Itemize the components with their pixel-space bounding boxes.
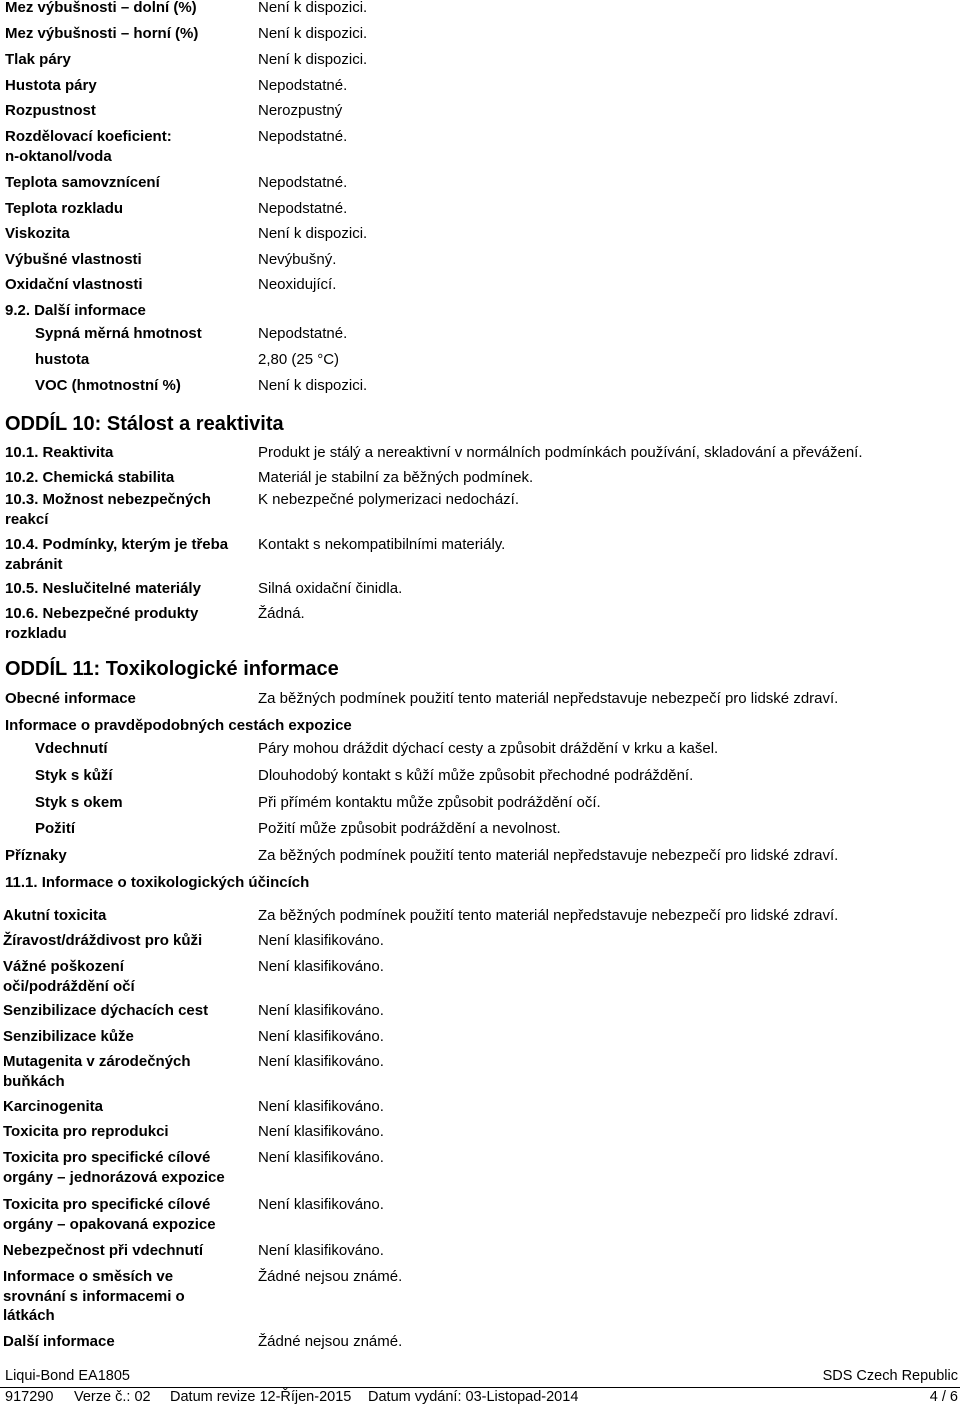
property-label (5, 50, 71, 70)
property-label (35, 376, 181, 396)
toxicity-label-line: orgány – opakovaná expozice (3, 1215, 216, 1233)
toxicity-value: Žádné nejsou známé. (258, 1333, 403, 1350)
section-11-heading: ODDÍL 11: Toxikologické informace (5, 658, 339, 680)
toxicity-value: Za běžných podmínek použití tento materiál nepředstavuje nebezpečí pro lidské zdraví. (258, 907, 839, 924)
property-label-line: VOC (hmotnostní %) (35, 377, 181, 394)
toxicity-label-line: Akutní toxicita (3, 907, 107, 924)
toxicity-label (3, 1148, 225, 1187)
exposure-value: Požití může způsobit podráždění a nevolnost. (258, 820, 561, 837)
exposure-value: Při přímém kontaktu může způsobit podráždění očí. (258, 794, 601, 811)
property-label (5, 275, 143, 295)
toxicity-value: Není klasifikováno. (258, 932, 384, 949)
section-10-heading: ODDÍL 10: Stálost a reaktivita (5, 413, 284, 435)
property-value: Nepodstatné. (258, 325, 348, 342)
toxicity-label (3, 1001, 208, 1021)
property-label (5, 173, 160, 193)
toxicity-label-line: Toxicita pro specifické cílové (3, 1196, 211, 1213)
toxicity-label (3, 1052, 191, 1091)
footer-version: Verze č.: 02 (74, 1389, 151, 1405)
toxicology-subtitle: 11.1. Informace o toxikologických účincích (5, 874, 310, 891)
property-label (5, 101, 96, 121)
footer-product: Liqui-Bond EA1805 (5, 1368, 130, 1384)
toxicity-label-line: Vážné poškození (3, 958, 124, 975)
property-value: Není k dispozici. (258, 225, 368, 242)
exposure-label (35, 793, 123, 813)
property-value: Nevýbušný. (258, 251, 337, 268)
toxicity-label (3, 1241, 203, 1261)
section-10-label-line: 10.5. Neslučitelné materiály (5, 580, 201, 597)
general-info-label: Obecné informace (5, 690, 136, 707)
toxicity-label (3, 1122, 169, 1142)
exposure-value: Dlouhodobý kontakt s kůží může způsobit přechodné podráždění. (258, 767, 694, 784)
section-10-label (5, 490, 211, 529)
toxicity-label-line: Informace o směsích ve (3, 1268, 174, 1285)
toxicity-label (3, 1027, 134, 1047)
section-10-label-line: 10.2. Chemická stabilita (5, 469, 175, 486)
toxicity-label-line: buňkách (3, 1072, 65, 1090)
toxicity-label-line: látkách (3, 1307, 55, 1324)
property-value: Nepodstatné. (258, 128, 348, 145)
toxicity-value: Není klasifikováno. (258, 1098, 384, 1115)
section-10-value: Materiál je stabilní za běžných podmínek. (258, 469, 534, 486)
property-label-line: Teplota rozkladu (5, 200, 124, 217)
property-label (5, 199, 123, 219)
subsection-title: 9.2. Další informace (5, 302, 146, 319)
toxicity-value: Není klasifikováno. (258, 1123, 384, 1140)
toxicity-label (3, 1267, 185, 1326)
footer-revision: Datum revize 12-Říjen-2015 (170, 1389, 352, 1405)
toxicity-value: Není klasifikováno. (258, 1149, 384, 1166)
exposure-label-line: Vdechnutí (35, 740, 108, 757)
property-label (5, 0, 197, 18)
property-label-line: Mez výbušnosti – dolní (%) (5, 0, 197, 16)
section-10-label (5, 604, 198, 643)
property-label-line: hustota (35, 351, 90, 368)
property-value: Neoxidující. (258, 276, 337, 293)
section-10-label-line: 10.4. Podmínky, kterým je třeba (5, 536, 229, 553)
toxicity-value: Není klasifikováno. (258, 1028, 384, 1045)
symptoms-label: Příznaky (5, 847, 67, 864)
property-label-line: n-oktanol/voda (5, 147, 112, 165)
property-label (5, 127, 172, 166)
section-10-label-line: zabránit (5, 555, 63, 573)
exposure-label-line: Styk s okem (35, 794, 123, 811)
property-label-line: Oxidační vlastnosti (5, 276, 143, 293)
property-value: Není k dispozici. (258, 0, 368, 16)
exposure-label-line: Styk s kůží (35, 767, 113, 784)
toxicity-label-line: oči/podráždění očí (3, 977, 135, 995)
toxicity-label (3, 906, 106, 926)
toxicity-label-line: Senzibilizace kůže (3, 1028, 134, 1045)
toxicity-label-line: Senzibilizace dýchacích cest (3, 1002, 209, 1019)
property-label (5, 250, 142, 270)
toxicity-value: Není klasifikováno. (258, 1002, 384, 1019)
toxicity-label (3, 1097, 103, 1117)
footer-code: 917290 (5, 1389, 54, 1405)
section-10-value: Produkt je stálý a nereaktivní v normálních podmínkách používání, skladování a převážení. (258, 444, 863, 461)
toxicity-value: Žádné nejsou známé. (258, 1268, 403, 1285)
toxicity-label-line: Žíravost/dráždivost pro kůži (3, 932, 203, 949)
toxicity-label (3, 931, 202, 951)
property-label-line: Výbušné vlastnosti (5, 251, 142, 268)
section-10-label-line: 10.1. Reaktivita (5, 444, 114, 461)
toxicity-value: Není klasifikováno. (258, 1242, 384, 1259)
exposure-title: Informace o pravděpodobných cestách expozice (5, 717, 352, 734)
property-value: Nerozpustný (258, 102, 343, 119)
property-value: Nepodstatné. (258, 174, 348, 191)
symptoms-value: Za běžných podmínek použití tento materiál nepředstavuje nebezpečí pro lidské zdraví. (258, 847, 839, 864)
section-10-label (5, 443, 113, 463)
property-label (35, 324, 202, 344)
property-label (5, 224, 70, 244)
toxicity-label-line: Karcinogenita (3, 1098, 104, 1115)
toxicity-value: Není klasifikováno. (258, 1196, 384, 1213)
footer-divider (0, 1387, 960, 1388)
property-label-line: Hustota páry (5, 77, 97, 94)
property-label-line: Mez výbušnosti – horní (%) (5, 25, 199, 42)
property-label-line: Rozdělovací koeficient: (5, 128, 172, 145)
section-10-label (5, 579, 201, 599)
toxicity-label-line: Další informace (3, 1333, 115, 1350)
property-label (5, 24, 198, 44)
toxicity-label-line: Mutagenita v zárodečných (3, 1053, 191, 1070)
footer-region: SDS Czech Republic (822, 1368, 958, 1384)
toxicity-label (3, 957, 135, 996)
property-value: Nepodstatné. (258, 77, 348, 94)
section-10-label-line: 10.6. Nebezpečné produkty (5, 605, 199, 622)
property-label (5, 76, 97, 96)
exposure-label (35, 739, 108, 759)
exposure-label (35, 766, 113, 786)
toxicity-label-line: Nebezpečnost při vdechnutí (3, 1242, 204, 1259)
footer-issued: Datum vydání: 03-Listopad-2014 (368, 1389, 579, 1405)
toxicity-value: Není klasifikováno. (258, 1053, 384, 1070)
toxicity-label-line: Toxicita pro reprodukci (3, 1123, 169, 1140)
property-label-line: Teplota samovznícení (5, 174, 160, 191)
toxicity-label-line: Toxicita pro specifické cílové (3, 1149, 211, 1166)
toxicity-label-line: srovnání s informacemi o (3, 1287, 185, 1305)
property-label-line: Sypná měrná hmotnost (35, 325, 202, 342)
property-label-line: Viskozita (5, 225, 70, 242)
property-value: Nepodstatné. (258, 200, 348, 217)
general-info-value: Za běžných podmínek použití tento materiál nepředstavuje nebezpečí pro lidské zdraví. (258, 690, 839, 707)
property-value: Není k dispozici. (258, 377, 368, 394)
section-10-label (5, 535, 228, 574)
toxicity-value: Není klasifikováno. (258, 958, 384, 975)
section-10-value: Kontakt s nekompatibilními materiály. (258, 536, 506, 553)
section-10-value: Žádná. (258, 605, 305, 622)
property-label (35, 350, 89, 370)
toxicity-label (3, 1195, 216, 1234)
toxicity-label (3, 1332, 115, 1352)
property-label-line: Rozpustnost (5, 102, 96, 119)
property-value: Není k dispozici. (258, 51, 368, 68)
exposure-value: Páry mohou dráždit dýchací cesty a způsobit dráždění v krku a kašel. (258, 740, 719, 757)
section-10-value: K nebezpečné polymerizaci nedochází. (258, 491, 519, 508)
section-10-label-line: rozkladu (5, 624, 67, 642)
exposure-label-line: Požití (35, 820, 75, 837)
exposure-label (35, 819, 75, 839)
section-10-value: Silná oxidační činidla. (258, 580, 403, 597)
property-value: 2,80 (25 °C) (258, 351, 340, 368)
section-10-label-line: reakcí (5, 510, 49, 528)
section-10-label (5, 468, 174, 488)
property-label-line: Tlak páry (5, 51, 71, 68)
footer-page-number: 4 / 6 (929, 1389, 958, 1405)
property-value: Není k dispozici. (258, 25, 368, 42)
toxicity-label-line: orgány – jednorázová expozice (3, 1168, 225, 1186)
section-10-label-line: 10.3. Možnost nebezpečných (5, 491, 211, 508)
